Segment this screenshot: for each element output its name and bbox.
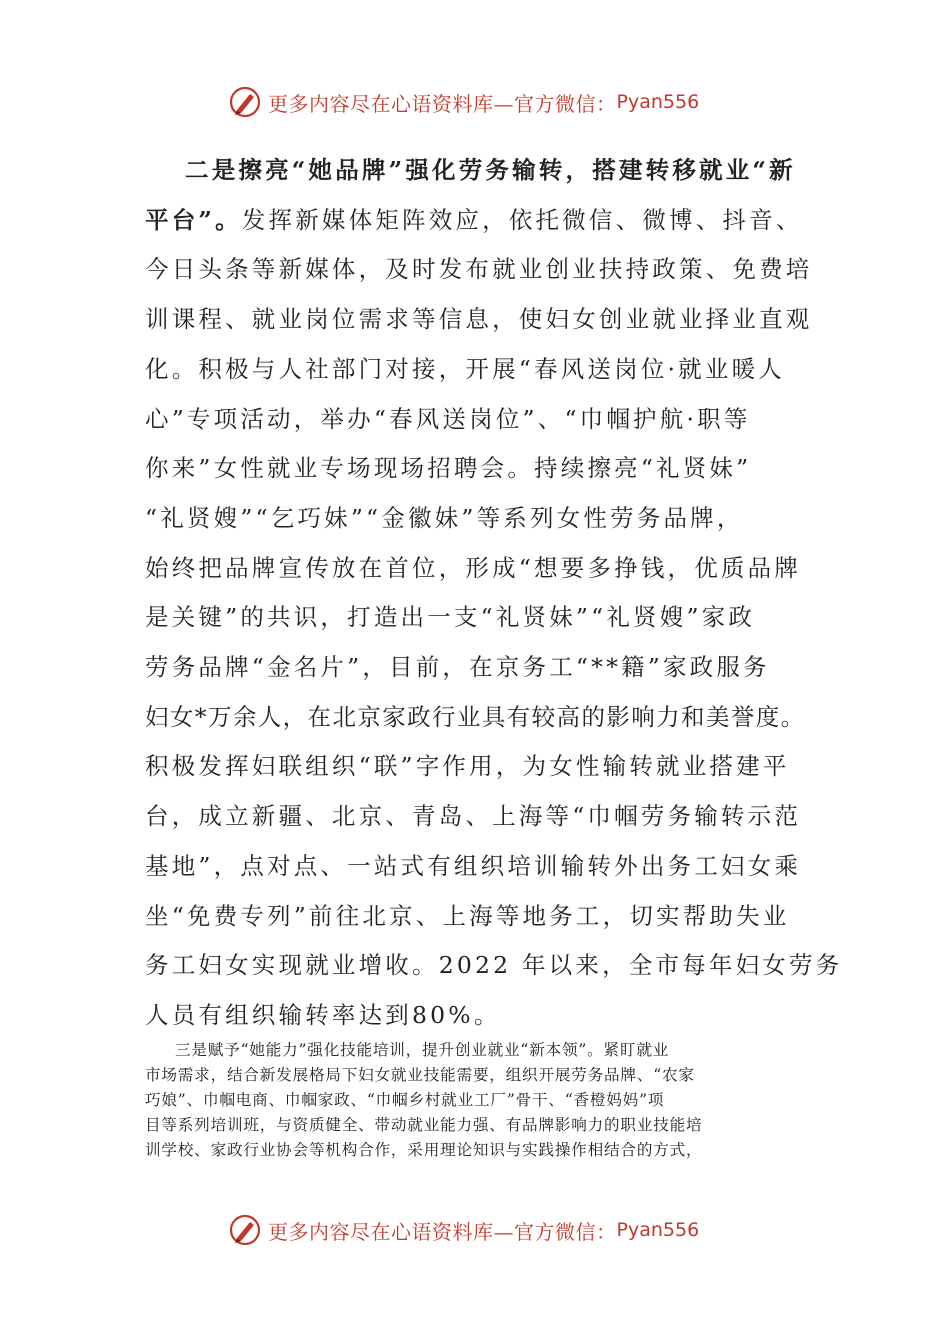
text-line-bold: 平台”。 <box>145 205 242 234</box>
text-line: 劳务品牌“金名片”，目前，在京务工“**籍”家政服务 <box>145 653 770 682</box>
text-line: 台，成立新疆、北京、青岛、上海等“巾帼劳务输转示范 <box>145 802 802 831</box>
text-line: 心”专项活动，举办“春风送岗位”、“巾帼护航·职等 <box>145 404 751 433</box>
banner-wechat-id: Pyan556 <box>616 91 700 113</box>
banner-wechat-id: Pyan556 <box>616 1219 700 1241</box>
text-line: 训课程、就业岗位需求等信息，使妇女创业就业择业直观 <box>145 305 813 334</box>
text-line: 目等系列培训班，与资质健全、带动就业能力强、有品牌影响力的职业技能培 <box>145 1116 703 1134</box>
text-line: 二是擦亮“她品牌”强化劳务输转，搭建转移就业“新 <box>185 156 796 184</box>
pen-logo-icon <box>228 85 262 119</box>
text-line: 巧娘”、巾帼电商、巾帼家政、“巾帼乡村就业工厂”骨干、“香橙妈妈”项 <box>145 1091 665 1109</box>
text-line: 积极发挥妇联组织“联”字作用，为女性输转就业搭建平 <box>145 752 790 781</box>
text-line: 始终把品牌宣传放在首位，形成“想要多挣钱，优质品牌 <box>145 553 802 582</box>
footer-banner <box>228 1210 728 1250</box>
banner-text: 更多内容尽在心语资料库—官方微信： <box>268 1219 617 1244</box>
pen-logo-icon <box>228 1213 262 1247</box>
text-line: 化。积极与人社部门对接，开展“春风送岗位·就业暖人 <box>145 354 785 383</box>
text-line: 市场需求，结合新发展格局下妇女就业技能需要，组织开展劳务品牌、“农家 <box>145 1066 695 1084</box>
text-line: 坐“免费专列”前往北京、上海等地务工，切实帮助失业 <box>145 901 790 930</box>
header-banner <box>228 82 728 122</box>
text-line: 人员有组织输转率达到80%。 <box>145 1000 501 1029</box>
text-line <box>145 196 807 246</box>
text-line: 训学校、家政行业协会等机构合作，采用理论知识与实践操作相结合的方式， <box>145 1141 703 1159</box>
text-line: 是关键”的共识，打造出一支“礼贤妹”“礼贤嫂”家政 <box>145 603 756 632</box>
text-line: 基地”，点对点、一站式有组织培训输转外出务工妇女乘 <box>145 851 802 880</box>
banner-text: 更多内容尽在心语资料库—官方微信： <box>268 91 617 116</box>
text-line-rest: 发挥新媒体矩阵效应，依托微信、微博、抖音、 <box>241 205 803 234</box>
text-line: 务工妇女实现就业增收。2022 年以来，全市每年妇女劳务 <box>145 951 843 980</box>
text-line: 你来”女性就业专场现场招聘会。持续擦亮“礼贤妹” <box>145 454 752 483</box>
text-line: 今日头条等新媒体，及时发布就业创业扶持政策、免费培 <box>145 255 813 284</box>
text-line: “礼贤嫂”“乞巧妹”“金徽妹”等系列女性劳务品牌， <box>145 503 744 532</box>
text-line: 妇女*万余人，在北京家政行业具有较高的影响力和美誉度。 <box>145 702 806 731</box>
text-line: 三是赋予“她能力”强化技能培训，提升创业就业“新本领”。紧盯就业 <box>175 1041 670 1059</box>
paragraph-secondary <box>145 1038 810 1163</box>
paragraph-main <box>145 146 843 1041</box>
